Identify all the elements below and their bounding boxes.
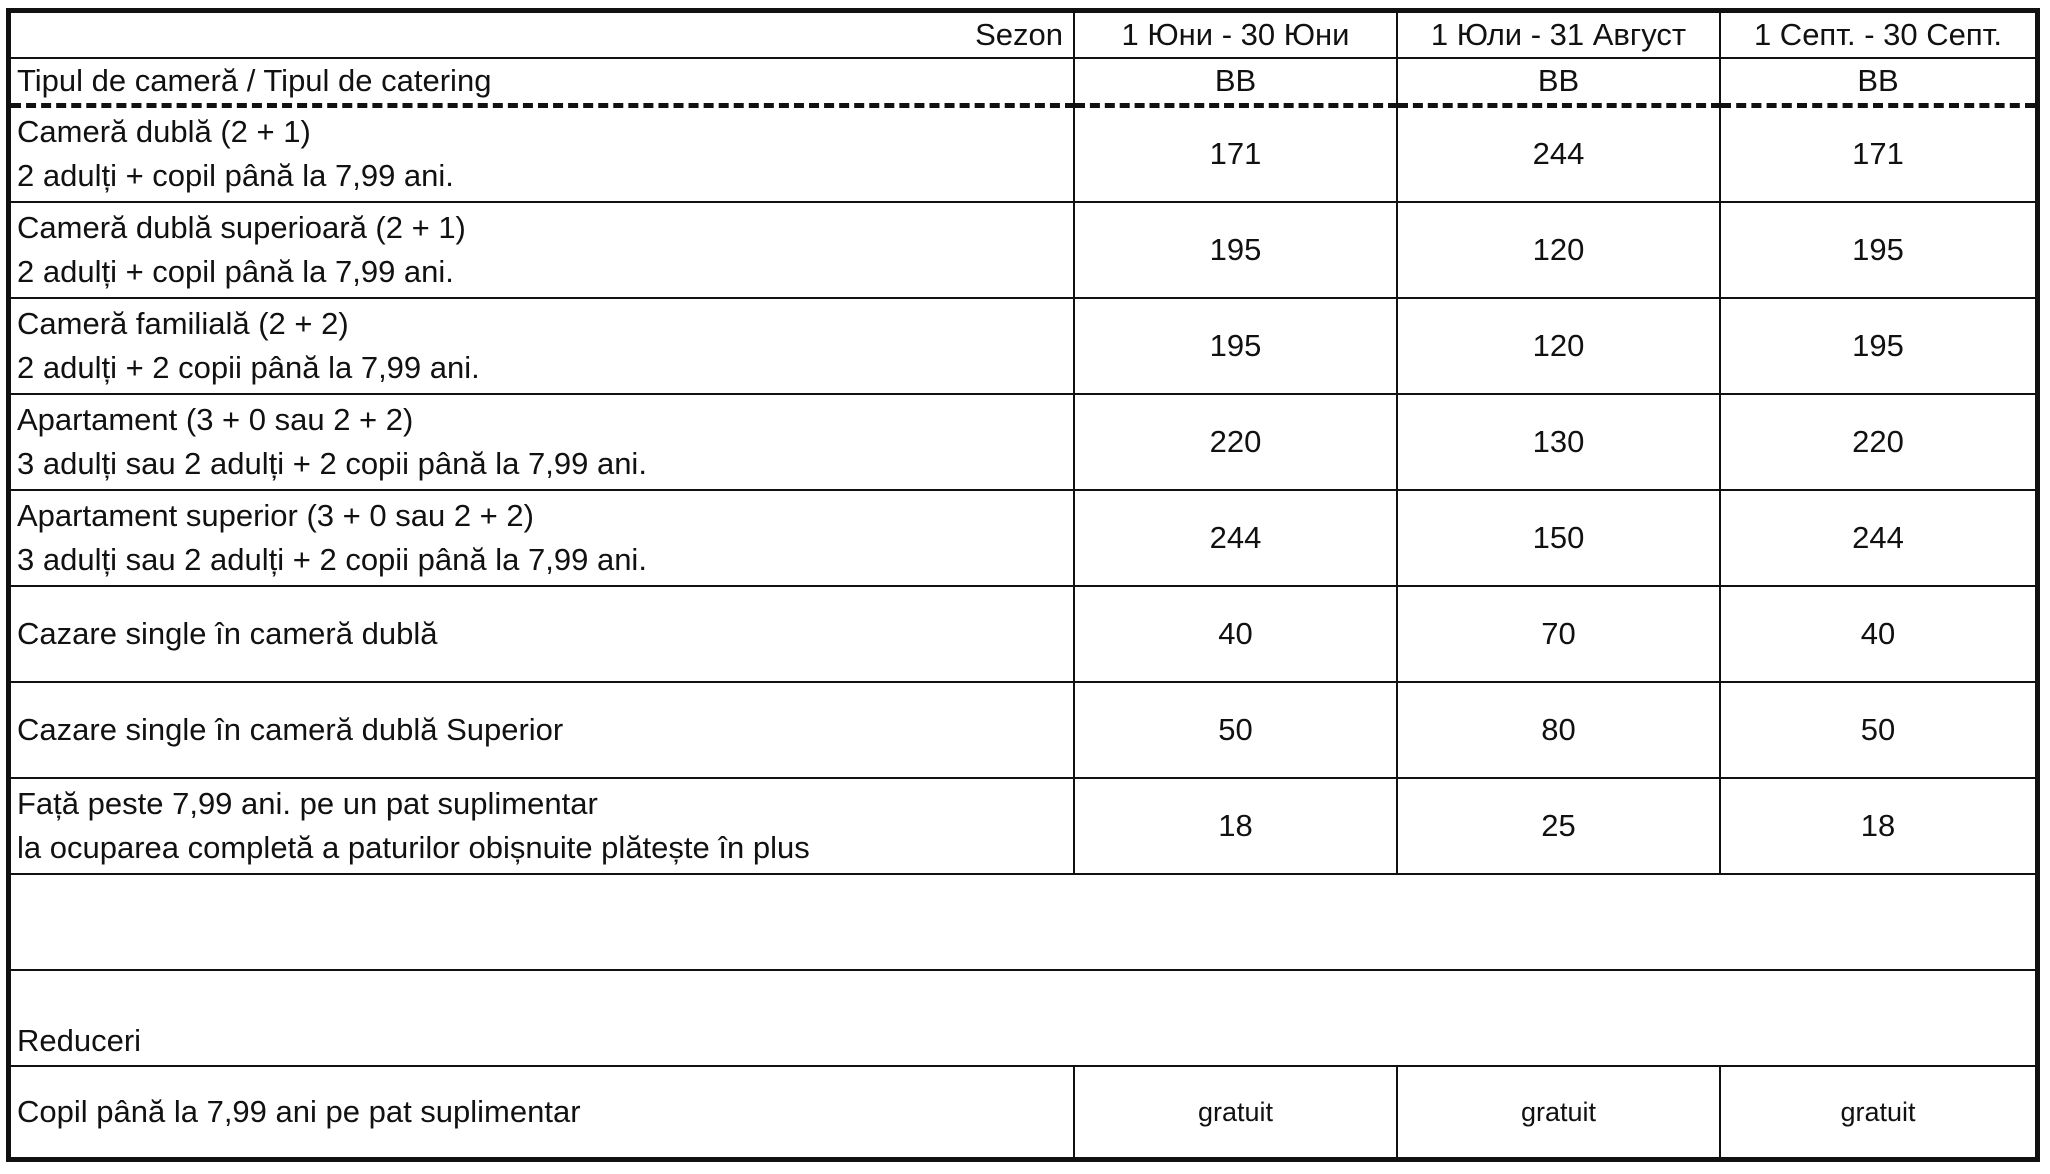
catering-header-row bbox=[11, 58, 2035, 106]
catering-june: BB bbox=[1074, 58, 1397, 106]
room-type-occupancy: 3 adulți sau 2 adulți + 2 copii până la 7,99 ani. bbox=[17, 541, 647, 577]
room-type-cell bbox=[11, 490, 1074, 586]
price-july-august: 130 bbox=[1397, 394, 1720, 490]
discount-september: gratuit bbox=[1720, 1066, 2035, 1158]
price-september: 40 bbox=[1720, 586, 2035, 682]
price-september: 50 bbox=[1720, 682, 2035, 778]
table-row bbox=[11, 682, 2035, 778]
table-row bbox=[11, 778, 2035, 874]
discount-row bbox=[11, 1066, 2035, 1158]
room-type-occupancy: 2 adulți + copil până la 7,99 ani. bbox=[17, 158, 454, 194]
discounts-title-row bbox=[11, 970, 2035, 1066]
price-june: 244 bbox=[1074, 490, 1397, 586]
room-type-name: Cameră dublă superioară (2 + 1) bbox=[17, 209, 466, 245]
catering-july-august: BB bbox=[1397, 58, 1720, 106]
price-table bbox=[11, 13, 2035, 1158]
room-type-name: Apartament (3 + 0 sau 2 + 2) bbox=[17, 401, 414, 437]
season-july-august: 1 Юли - 31 Август bbox=[1397, 13, 1720, 58]
season-june: 1 Юни - 30 Юни bbox=[1074, 13, 1397, 58]
price-july-august: 120 bbox=[1397, 202, 1720, 298]
room-type-name: Cazare single în cameră dublă bbox=[17, 615, 438, 651]
season-september: 1 Септ. - 30 Септ. bbox=[1720, 13, 2035, 58]
season-label: Sezon bbox=[11, 13, 1074, 58]
catering-september: BB bbox=[1720, 58, 2035, 106]
room-type-name: Față peste 7,99 ani. pe un pat suplimentar bbox=[17, 785, 598, 821]
table-row bbox=[11, 490, 2035, 586]
empty-cell bbox=[11, 874, 2035, 970]
room-type-cell bbox=[11, 298, 1074, 394]
room-type-cell bbox=[11, 778, 1074, 874]
room-catering-label: Tipul de cameră / Tipul de catering bbox=[11, 58, 1074, 106]
price-september: 195 bbox=[1720, 298, 2035, 394]
price-june: 50 bbox=[1074, 682, 1397, 778]
table-row bbox=[11, 586, 2035, 682]
room-type-name: Apartament superior (3 + 0 sau 2 + 2) bbox=[17, 497, 534, 533]
room-type-name: Cazare single în cameră dublă Superior bbox=[17, 711, 564, 747]
price-july-august: 244 bbox=[1397, 106, 1720, 202]
table-row bbox=[11, 106, 2035, 202]
season-header-row bbox=[11, 13, 2035, 58]
room-type-cell bbox=[11, 682, 1074, 778]
price-july-august: 25 bbox=[1397, 778, 1720, 874]
price-june: 40 bbox=[1074, 586, 1397, 682]
price-june: 18 bbox=[1074, 778, 1397, 874]
price-july-august: 80 bbox=[1397, 682, 1720, 778]
table-row bbox=[11, 202, 2035, 298]
price-july-august: 150 bbox=[1397, 490, 1720, 586]
room-type-name: Cameră familială (2 + 2) bbox=[17, 305, 349, 341]
price-september: 171 bbox=[1720, 106, 2035, 202]
room-type-cell bbox=[11, 586, 1074, 682]
table-row bbox=[11, 394, 2035, 490]
room-type-occupancy: 3 adulți sau 2 adulți + 2 copii până la 7,99 ani. bbox=[17, 445, 647, 481]
room-type-occupancy: la ocuparea completă a paturilor obișnuite plătește în plus bbox=[17, 829, 810, 865]
empty-row bbox=[11, 874, 2035, 970]
discount-label: Copil până la 7,99 ani pe pat suplimentar bbox=[11, 1066, 1074, 1158]
price-july-august: 120 bbox=[1397, 298, 1720, 394]
price-table-sheet bbox=[6, 8, 2040, 1162]
discount-june: gratuit bbox=[1074, 1066, 1397, 1158]
room-type-cell bbox=[11, 202, 1074, 298]
price-september: 220 bbox=[1720, 394, 2035, 490]
room-type-cell bbox=[11, 394, 1074, 490]
table-row bbox=[11, 298, 2035, 394]
discount-july-august: gratuit bbox=[1397, 1066, 1720, 1158]
price-june: 195 bbox=[1074, 298, 1397, 394]
discounts-title: Reduceri bbox=[11, 970, 2035, 1066]
price-june: 171 bbox=[1074, 106, 1397, 202]
room-type-cell bbox=[11, 106, 1074, 202]
price-june: 195 bbox=[1074, 202, 1397, 298]
room-type-name: Cameră dublă (2 + 1) bbox=[17, 114, 311, 150]
price-september: 18 bbox=[1720, 778, 2035, 874]
room-type-occupancy: 2 adulți + 2 copii până la 7,99 ani. bbox=[17, 349, 480, 385]
price-september: 195 bbox=[1720, 202, 2035, 298]
price-july-august: 70 bbox=[1397, 586, 1720, 682]
room-type-occupancy: 2 adulți + copil până la 7,99 ani. bbox=[17, 253, 454, 289]
price-june: 220 bbox=[1074, 394, 1397, 490]
price-september: 244 bbox=[1720, 490, 2035, 586]
